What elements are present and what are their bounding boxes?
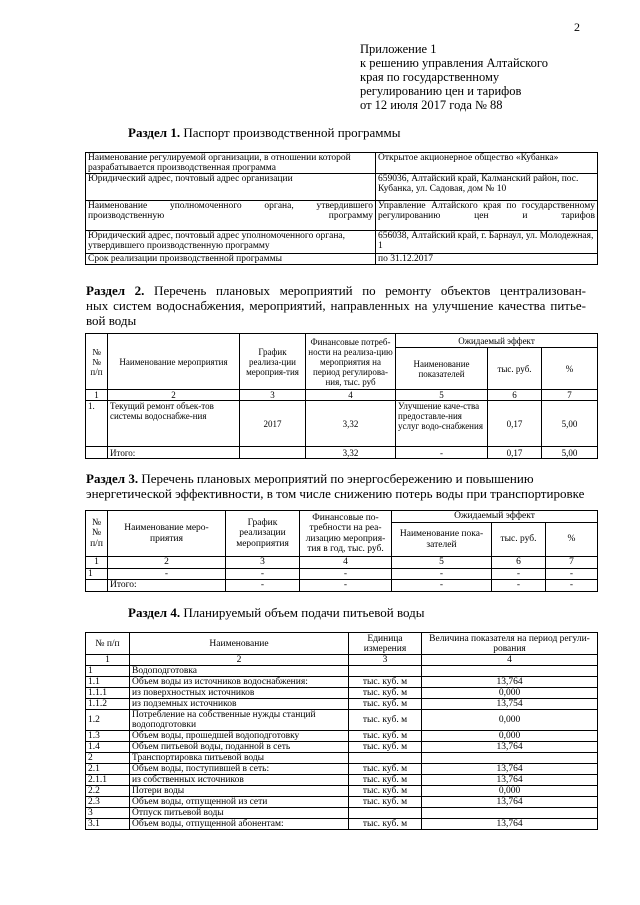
row-name: Объем воды, отпущенной из сети	[130, 797, 349, 808]
row-name: Объем воды из источников водоснабжения:	[130, 677, 349, 688]
row-unit: тыс. куб. м	[349, 819, 422, 830]
row-num: 1.1	[86, 677, 130, 688]
row-name: Объем воды, прошедшей водоподготовку	[130, 731, 349, 742]
col-header-name: Наименование меро-приятия	[108, 511, 226, 557]
table-row	[86, 742, 598, 753]
col-header-schedule: График реализации мероприятия	[226, 511, 300, 557]
row-value	[422, 753, 598, 764]
col-header-schedule: График реализа-ции мероприя-тия	[240, 334, 306, 390]
col-header-thousand: тыс. руб.	[488, 348, 542, 390]
row-unit	[349, 753, 422, 764]
row-indicator: -	[392, 568, 492, 580]
passport-label: Юридический адрес, почтовый адрес организации	[86, 174, 376, 201]
passport-label: Юридический адрес, почтовый адрес уполномоченного органа, утвердившего производственную программу	[86, 231, 376, 254]
row-value: 13,764	[422, 819, 598, 830]
column-number: 5	[392, 557, 492, 569]
table-row	[86, 808, 598, 819]
row-name: из подземных источников	[130, 699, 349, 710]
column-number: 6	[488, 390, 542, 401]
row-num: 1	[86, 568, 108, 580]
row-unit: тыс. куб. м	[349, 797, 422, 808]
section2-title-line: вой воды	[86, 313, 137, 328]
row-num: 1.	[86, 401, 108, 447]
row-name: Текущий ремонт объек-тов системы водоснабже-ния	[108, 401, 240, 447]
row-value: 0,000	[422, 731, 598, 742]
section1-heading	[128, 125, 400, 140]
section3-prefix: Раздел 3.	[86, 471, 139, 486]
col-header-indicator: Наименование показателей	[396, 348, 488, 390]
col-header-financial: Финансовые по-требности на реа-лизацию мероприя-тия в год, тыс. руб.	[300, 511, 392, 557]
water-volume-table	[85, 632, 598, 830]
row-value: 13,764	[422, 742, 598, 753]
row-num: 1.3	[86, 731, 130, 742]
row-unit: тыс. куб. м	[349, 699, 422, 710]
row-value	[422, 666, 598, 677]
total-percent: -	[546, 580, 598, 592]
row-name: Транспортировка питьевой воды	[130, 753, 349, 764]
row-schedule: 2017	[240, 401, 306, 447]
col-header-num: №№ п/п	[86, 334, 108, 390]
row-unit: тыс. куб. м	[349, 677, 422, 688]
row-name: из собственных источников	[130, 775, 349, 786]
table-row	[86, 710, 598, 731]
section4-heading	[128, 605, 425, 620]
column-number: 4	[306, 390, 396, 401]
passport-row	[86, 174, 598, 201]
table-row	[86, 819, 598, 830]
row-num: 1.4	[86, 742, 130, 753]
passport-value: 656038, Алтайский край, г. Барнаул, ул. Молодежная, 1	[376, 231, 598, 254]
column-number: 4	[300, 557, 392, 569]
row-value: 13,764	[422, 797, 598, 808]
row-schedule: -	[226, 568, 300, 580]
row-value: 0,000	[422, 786, 598, 797]
row-unit: тыс. куб. м	[349, 775, 422, 786]
table-row	[86, 666, 598, 677]
total-label: Итого:	[108, 580, 226, 592]
col-header-percent: %	[546, 523, 598, 557]
total-schedule: -	[226, 580, 300, 592]
table-row	[86, 753, 598, 764]
row-num: 2.3	[86, 797, 130, 808]
col-header-financial: Финансовые потреб-ности на реализа-цию мероприятия на период регулирова-ния, тыс. руб	[306, 334, 396, 390]
col-header-num: №№ п/п	[86, 511, 108, 557]
col-header-num: № п/п	[86, 633, 130, 655]
section4-title: Планируемый объем подачи питьевой воды	[180, 605, 425, 620]
row-indicator: Улучшение каче-ства предоставле-ния услуг водо-снабжения	[396, 401, 488, 447]
table-row	[86, 677, 598, 688]
column-number: 2	[130, 655, 349, 666]
row-percent: -	[546, 568, 598, 580]
col-header-effect: Ожидаемый эффект	[392, 511, 598, 523]
column-number: 7	[546, 557, 598, 569]
row-percent: 5,00	[542, 401, 598, 447]
row-name: Объем воды, отпущенной абонентам:	[130, 819, 349, 830]
section2-title-line: ных систем водоснабжения, мероприятий, направленных на улучшение качества питье-	[86, 298, 586, 313]
passport-value: по 31.12.2017	[376, 254, 598, 265]
row-unit	[349, 666, 422, 677]
appendix-line: Приложение 1	[360, 42, 437, 56]
row-unit: тыс. куб. м	[349, 742, 422, 753]
row-value	[422, 808, 598, 819]
total-label: Итого:	[108, 447, 240, 459]
section3-title: Перечень плановых мероприятий по энергосбережению и повышению энергетической эффективности, в том числе снижению потерь воды при транспортировке	[86, 471, 585, 501]
column-number: 1	[86, 390, 108, 401]
energy-saving-table	[85, 510, 598, 592]
total-indicator: -	[396, 447, 488, 459]
row-num: 1.2	[86, 710, 130, 731]
col-header-name: Наименование мероприятия	[108, 334, 240, 390]
appendix-line: к решению управления Алтайского	[360, 56, 548, 70]
column-number: 6	[492, 557, 546, 569]
row-unit: тыс. куб. м	[349, 764, 422, 775]
row-num: 3.1	[86, 819, 130, 830]
row-value: 13,754	[422, 699, 598, 710]
row-name: Объем питьевой воды, поданной в сеть	[130, 742, 349, 753]
row-name: из поверхностных источников	[130, 688, 349, 699]
passport-label: Наименование уполномоченного органа, утвердившего производственную программу	[86, 201, 376, 231]
row-num: 1.1.2	[86, 699, 130, 710]
row-value: 13,764	[422, 764, 598, 775]
col-header-unit: Единица измерения	[349, 633, 422, 655]
row-name: Водоподготовка	[130, 666, 349, 677]
row-value: 0,000	[422, 710, 598, 731]
row-unit	[349, 808, 422, 819]
row-num: 2.1	[86, 764, 130, 775]
total-financial: 3,32	[306, 447, 396, 459]
row-value: 0,000	[422, 688, 598, 699]
appendix-line: от 12 июля 2017 года № 88	[360, 98, 503, 112]
page-number: 2	[574, 20, 580, 34]
row-num: 2.1.1	[86, 775, 130, 786]
section3-heading	[86, 471, 586, 501]
section2-title-line: Перечень плановых мероприятий по ремонту объектов централизован-	[144, 283, 586, 298]
column-number: 2	[108, 390, 240, 401]
table-row	[86, 764, 598, 775]
passport-row	[86, 201, 598, 231]
row-num: 2	[86, 753, 130, 764]
table-row	[86, 786, 598, 797]
column-number: 3	[240, 390, 306, 401]
row-num: 3	[86, 808, 130, 819]
section1-prefix: Раздел 1.	[128, 125, 181, 140]
passport-row	[86, 153, 598, 174]
table-row	[86, 688, 598, 699]
total-percent: 5,00	[542, 447, 598, 459]
table-row	[86, 797, 598, 808]
passport-value: 659036, Алтайский край, Калманский район, пос. Кубанка, ул. Садовая, дом № 10	[376, 174, 598, 201]
total-indicator: -	[392, 580, 492, 592]
row-financial: -	[300, 568, 392, 580]
passport-label: Наименование регулируемой организации, в отношении которой разрабатывается производственная программа	[86, 153, 376, 174]
row-thousand: 0,17	[488, 401, 542, 447]
total-thousand: -	[492, 580, 546, 592]
column-number: 2	[108, 557, 226, 569]
total-thousand: 0,17	[488, 447, 542, 459]
appendix-line: регулированию цен и тарифов	[360, 84, 522, 98]
row-name: Потери воды	[130, 786, 349, 797]
passport-label: Срок реализации производственной программы	[86, 254, 376, 265]
appendix-header	[360, 42, 610, 112]
row-num: 1.1.1	[86, 688, 130, 699]
column-number: 4	[422, 655, 598, 666]
col-header-name: Наименование	[130, 633, 349, 655]
table-row	[86, 568, 598, 580]
total-financial: -	[300, 580, 392, 592]
section4-prefix: Раздел 4.	[128, 605, 181, 620]
total-row	[86, 447, 598, 459]
row-name: Потребление на собственные нужды станций водоподготовки	[130, 710, 349, 731]
total-row	[86, 580, 598, 592]
repair-measures-table	[85, 333, 598, 459]
row-unit: тыс. куб. м	[349, 710, 422, 731]
row-financial: 3,32	[306, 401, 396, 447]
section2-prefix: Раздел 2.	[86, 283, 145, 298]
col-header-percent: %	[542, 348, 598, 390]
passport-table	[85, 152, 598, 265]
column-number: 3	[349, 655, 422, 666]
total-schedule	[240, 447, 306, 459]
column-number: 1	[86, 655, 130, 666]
column-number: 1	[86, 557, 108, 569]
table-row	[86, 775, 598, 786]
row-thousand: -	[492, 568, 546, 580]
col-header-value: Величина показателя на период регули-рования	[422, 633, 598, 655]
column-number: 7	[542, 390, 598, 401]
row-name: -	[108, 568, 226, 580]
appendix-line: края по государственному	[360, 70, 500, 84]
section2-heading	[86, 283, 586, 328]
section1-title: Паспорт производственной программы	[180, 125, 401, 140]
row-unit: тыс. куб. м	[349, 786, 422, 797]
row-name: Отпуск питьевой воды	[130, 808, 349, 819]
col-header-indicator: Наименование пока-зателей	[392, 523, 492, 557]
column-number: 5	[396, 390, 488, 401]
col-header-effect: Ожидаемый эффект	[396, 334, 598, 348]
passport-row	[86, 254, 598, 265]
row-name: Объем воды, поступившей в сеть:	[130, 764, 349, 775]
passport-value: Открытое акционерное общество «Кубанка»	[376, 153, 598, 174]
passport-row	[86, 231, 598, 254]
row-num: 1	[86, 666, 130, 677]
table-row	[86, 401, 598, 447]
row-unit: тыс. куб. м	[349, 688, 422, 699]
column-number: 3	[226, 557, 300, 569]
table-row	[86, 731, 598, 742]
row-unit: тыс. куб. м	[349, 731, 422, 742]
passport-value: Управление Алтайского края по государственному регулированию цен и тарифов	[376, 201, 598, 231]
table-row	[86, 699, 598, 710]
row-value: 13,764	[422, 775, 598, 786]
row-value: 13,764	[422, 677, 598, 688]
col-header-thousand: тыс. руб.	[492, 523, 546, 557]
row-num: 2.2	[86, 786, 130, 797]
